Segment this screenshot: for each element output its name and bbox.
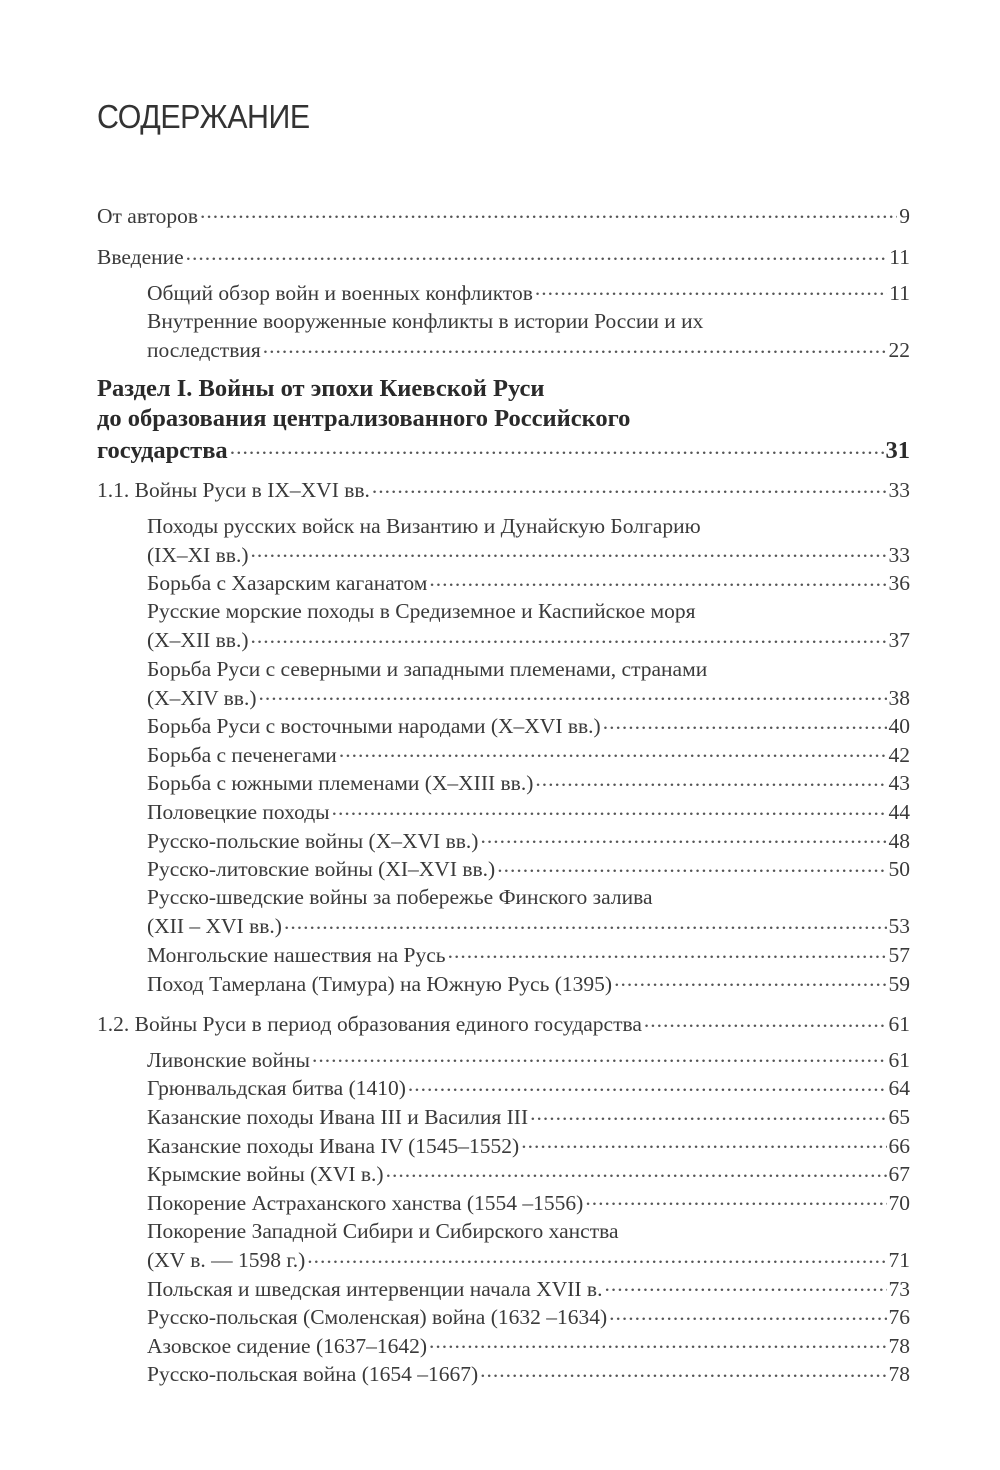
page-number: 65 (888, 1104, 910, 1129)
page-number: 61 (888, 1047, 910, 1072)
page-number: 70 (888, 1190, 910, 1215)
toc-entry[interactable] (97, 1010, 910, 1039)
toc-entry-title: (X–XII вв.) (147, 628, 249, 653)
toc-entry-line (97, 374, 910, 404)
toc-entry[interactable] (97, 769, 910, 798)
dot-leader (603, 712, 887, 734)
page-number: 40 (888, 714, 910, 739)
toc-entry-title: 1.2. Войны Руси в период образования единого государства (97, 1012, 642, 1037)
dot-leader (497, 855, 886, 877)
toc-entry-title: Казанские походы Ивана III и Василия III (147, 1104, 529, 1129)
toc-entry-line (147, 1331, 910, 1360)
toc-entry[interactable] (97, 1303, 910, 1332)
toc-entry-line (147, 712, 910, 741)
toc-entry-title: Монгольские нашествия на Русь (147, 942, 446, 967)
toc-entry-title: Грюнвальдская битва (1410) (147, 1076, 406, 1101)
page-number: 64 (888, 1076, 910, 1101)
toc-entry-line (147, 769, 910, 798)
toc-entry[interactable] (97, 597, 910, 654)
toc-entry[interactable] (97, 1331, 910, 1360)
toc-entry[interactable] (97, 883, 910, 940)
page-title: СОДЕРЖАНИЕ (97, 98, 310, 136)
toc-entry[interactable] (97, 1188, 910, 1217)
toc-entry-title: (X–XIV вв.) (147, 685, 257, 710)
page-number: 11 (889, 245, 910, 270)
toc-entry-line (147, 335, 910, 364)
toc-entry-title: Ливонские войны (147, 1047, 310, 1072)
dot-leader (251, 540, 887, 562)
dot-leader (429, 569, 886, 591)
page-number: 50 (888, 857, 910, 882)
page-number: 36 (888, 571, 910, 596)
toc-entry-line (147, 883, 910, 912)
page-number: 44 (888, 800, 910, 824)
page-number: 71 (888, 1247, 910, 1272)
dot-leader (339, 740, 887, 762)
dot-leader (535, 769, 886, 791)
toc-entry-title: (IX–XI вв.) (147, 542, 249, 567)
dot-leader (609, 1303, 886, 1325)
toc-entry-title: От авторов (97, 203, 198, 228)
toc-entry[interactable] (97, 969, 910, 998)
page-number: 43 (888, 771, 910, 796)
toc-entry[interactable] (97, 307, 910, 364)
toc-entry-title: 1.1. Войны Руси в IX–XVI вв. (97, 478, 370, 503)
toc-entry[interactable] (97, 855, 910, 884)
page-number: 61 (888, 1012, 910, 1037)
toc-entry-line (147, 597, 910, 626)
toc-entry-title: Русско-шведские войны за побережье Финского залива (147, 885, 653, 910)
toc-entry-line (147, 307, 910, 336)
toc-entry-title: Борьба с Хазарским каганатом (147, 571, 428, 596)
toc-entry-title: Покорение Западной Сибири и Сибирского ханства (147, 1218, 619, 1243)
toc-entry-line (147, 278, 910, 307)
toc-entry-line (147, 1188, 910, 1217)
toc-entry-title: Казанские походы Ивана IV (1545–1552) (147, 1133, 520, 1158)
toc-entry-line (147, 940, 910, 969)
toc-entry-line (147, 826, 910, 855)
page-number: 66 (888, 1133, 910, 1158)
dot-leader (332, 798, 887, 820)
toc-entry-title: Половецкие походы (147, 800, 330, 824)
toc-entry-title: Внутренние вооруженные конфликты в истории России и их (147, 308, 704, 333)
toc-entry-line (147, 1274, 910, 1303)
toc-entry-line (97, 1010, 910, 1039)
toc-entry-title: Русско-польская война (1654 –1667) (147, 1362, 479, 1387)
toc-entry[interactable] (97, 1074, 910, 1103)
toc-entry-title: (XII – XVI вв.) (147, 914, 282, 939)
dot-leader (200, 201, 897, 223)
toc-entry-line (147, 1160, 910, 1189)
toc-entry-title: последствия (147, 337, 261, 362)
dot-leader (448, 940, 887, 962)
toc-entry[interactable] (97, 201, 910, 230)
dot-leader (230, 434, 884, 459)
page-number: 33 (888, 542, 910, 567)
toc-entry[interactable] (97, 940, 910, 969)
toc-entry-title: Русско-польская (Смоленская) война (1632 –1634) (147, 1305, 608, 1330)
dot-leader (263, 335, 887, 357)
toc-entry[interactable] (97, 1274, 910, 1303)
toc-entry-line (147, 1217, 910, 1246)
toc-entry-line (147, 969, 910, 998)
page-number: 22 (888, 337, 910, 362)
toc-entry[interactable] (97, 243, 910, 272)
dot-leader (186, 243, 888, 265)
toc-entry-line (147, 1245, 910, 1274)
toc-entry-title: до образования централизованного Российского (97, 404, 631, 432)
toc-entry-line (147, 912, 910, 941)
page-number: 78 (888, 1362, 910, 1387)
toc-entry[interactable] (97, 512, 910, 569)
dot-leader (521, 1131, 886, 1153)
toc-entry[interactable] (97, 569, 910, 598)
toc-entry-line (147, 683, 910, 712)
toc-entry-line (147, 540, 910, 569)
toc-entry-line (147, 740, 910, 769)
toc-entry[interactable] (97, 712, 910, 741)
dot-leader (312, 1045, 887, 1067)
toc-entry-line (97, 404, 910, 434)
toc-entry-title: Покорение Астраханского ханства (1554 –1556) (147, 1190, 584, 1215)
dot-leader (585, 1188, 886, 1210)
toc-entry-line (147, 1102, 910, 1131)
table-of-contents (97, 201, 910, 1388)
page-number: 9 (899, 203, 910, 228)
dot-leader (480, 1360, 886, 1382)
page-number: 33 (888, 478, 910, 503)
toc-entry-title: (XV в. — 1598 г.) (147, 1247, 306, 1272)
toc-entry[interactable] (97, 476, 910, 505)
toc-entry-line (147, 655, 910, 684)
toc-entry-title: Борьба с печенегами (147, 742, 337, 767)
toc-entry[interactable] (97, 1217, 910, 1274)
page-number: 78 (888, 1333, 910, 1358)
page-number: 38 (888, 685, 910, 710)
dot-leader (614, 969, 886, 991)
toc-entry-line (147, 512, 910, 541)
toc-entry[interactable] (97, 374, 910, 464)
toc-entry-line (147, 1360, 910, 1389)
toc-entry[interactable] (97, 740, 910, 769)
toc-entry-title: Борьба Руси с северными и западными племенами, странами (147, 656, 708, 681)
dot-leader (307, 1245, 886, 1267)
toc-entry-line (147, 1303, 910, 1332)
dot-leader (429, 1331, 886, 1353)
dot-leader (258, 683, 886, 705)
page-number: 37 (888, 628, 910, 653)
toc-entry-title: Крымские войны (XVI в.) (147, 1162, 384, 1187)
toc-entry-title: Раздел I. Войны от эпохи Киевской Руси (97, 374, 545, 402)
toc-entry-title: Русско-литовские войны (XI–XVI вв.) (147, 857, 496, 882)
page-number: 59 (888, 971, 910, 996)
toc-entry-line (97, 201, 910, 230)
dot-leader (644, 1010, 887, 1032)
toc-entry-title: Введение (97, 245, 184, 270)
toc-entry[interactable] (97, 826, 910, 855)
page-number: 42 (888, 742, 910, 767)
toc-entry[interactable] (97, 1160, 910, 1189)
toc-entry-title: Русско-польские войны (X–XVI вв.) (147, 828, 479, 853)
toc-entry-title: Борьба Руси с восточными народами (X–XVI вв.) (147, 714, 601, 739)
dot-leader (530, 1102, 886, 1124)
toc-entry-title: Борьба с южными племенами (X–XIII вв.) (147, 771, 534, 796)
toc-entry[interactable] (97, 1102, 910, 1131)
toc-entry-title: Походы русских войск на Византию и Дунайскую Болгарию (147, 513, 701, 538)
dot-leader (372, 476, 887, 498)
toc-entry-line (147, 1045, 910, 1074)
toc-entry[interactable] (97, 655, 910, 712)
toc-entry-title: Поход Тамерлана (Тимура) на Южную Русь (1395) (147, 971, 613, 996)
toc-entry[interactable] (97, 1360, 910, 1389)
page-number: 67 (888, 1162, 910, 1187)
page-number: 76 (888, 1305, 910, 1330)
toc-entry-title: Азовское сидение (1637–1642) (147, 1333, 428, 1358)
dot-leader (386, 1160, 887, 1182)
toc-entry-line (147, 798, 910, 827)
toc-entry-line (97, 476, 910, 505)
dot-leader (604, 1274, 886, 1296)
toc-entry-line (147, 569, 910, 598)
page-number: 73 (888, 1276, 910, 1301)
toc-entry-title: Русские морские походы в Средиземное и Каспийское моря (147, 599, 696, 624)
page-number: 57 (888, 942, 910, 967)
page-number: 53 (888, 914, 910, 939)
page-number: 31 (885, 437, 910, 465)
toc-entry-line (97, 434, 910, 464)
dot-leader (284, 912, 887, 934)
toc-entry[interactable] (97, 1131, 910, 1160)
toc-entry-line (147, 626, 910, 655)
dot-leader (480, 826, 886, 848)
page-number: 48 (888, 828, 910, 853)
dot-leader (535, 278, 887, 300)
dot-leader (251, 626, 887, 648)
toc-entry[interactable] (97, 1045, 910, 1074)
toc-entry-line (147, 1074, 910, 1103)
toc-entry-line (97, 243, 910, 272)
toc-entry[interactable] (97, 278, 910, 307)
toc-entry[interactable] (97, 798, 910, 827)
toc-entry-line (147, 855, 910, 884)
toc-entry-line (147, 1131, 910, 1160)
toc-entry-title: Польская и шведская интервенции начала XVII в. (147, 1276, 603, 1301)
toc-entry-title: государства (97, 437, 228, 465)
page-number: 11 (889, 280, 910, 305)
dot-leader (408, 1074, 887, 1096)
toc-entry-title: Общий обзор войн и военных конфликтов (147, 280, 533, 305)
